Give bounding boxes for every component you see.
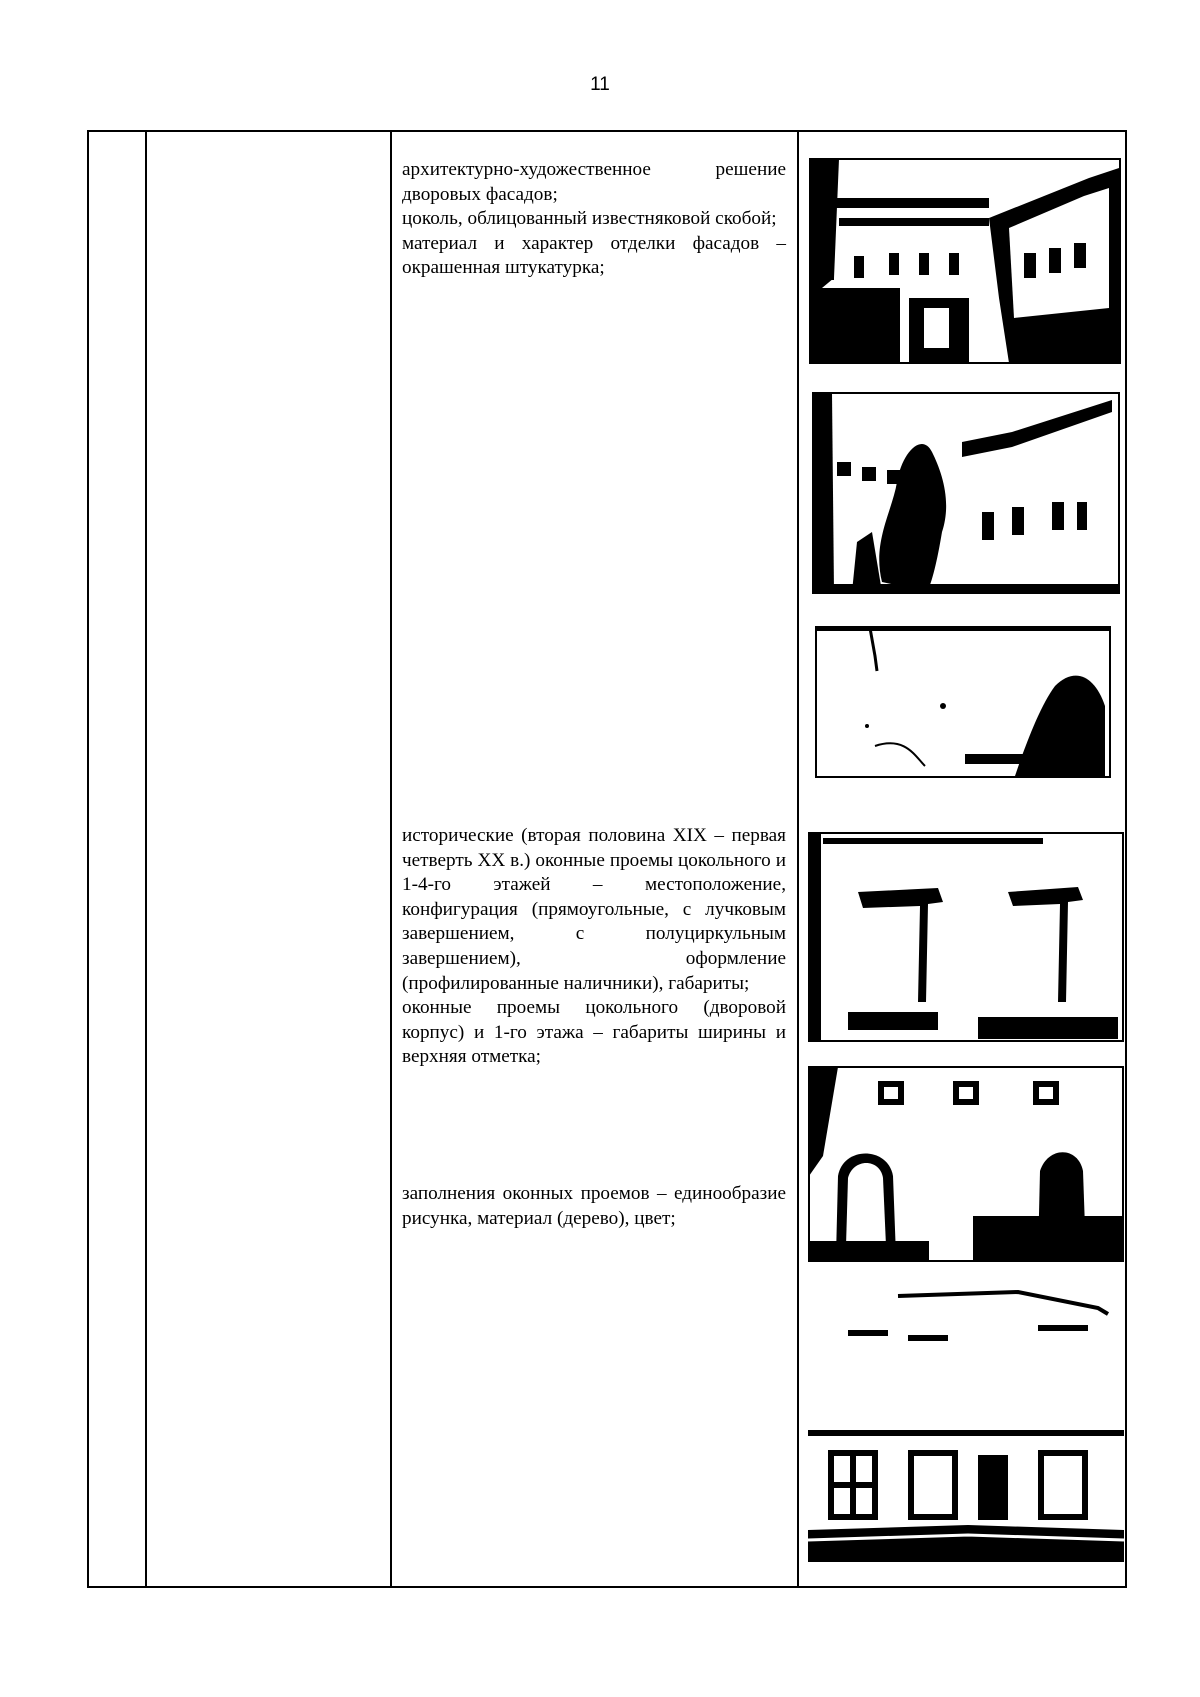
paragraph: материал и характер отделки фасадов – окрашенная штукатурка; <box>402 232 786 279</box>
table-border-right <box>1125 130 1127 1588</box>
table-border-left <box>87 130 89 1588</box>
table-column-divider <box>390 130 392 1588</box>
photo-faded-facade <box>815 626 1111 778</box>
photo-building-corner <box>808 1290 1124 1562</box>
table-border-top <box>87 130 1127 132</box>
table-column-divider <box>797 130 799 1588</box>
text-block-window-openings <box>402 824 786 1070</box>
photo-courtyard-facade <box>809 158 1121 364</box>
photo-courtyard-tree <box>812 392 1120 594</box>
paragraph: заполнения оконных проемов – единообразие рисунка, материал (дерево), цвет; <box>402 1183 786 1229</box>
paragraph: архитектурно-художественное решение дворовых фасадов; <box>402 159 786 205</box>
paragraph: исторические (вторая половина XIX – первая четверть XX в.) оконные проемы цокольного и 1-4-го этажей – местоположение, конфигурация (прямоугольные, с лучковым завершением, с полуциркульным завершением), оформление (профилированные наличники), габариты; <box>402 825 786 994</box>
photo-window-lintels <box>808 832 1124 1042</box>
table-column-divider <box>145 130 147 1588</box>
page-number: 11 <box>590 74 610 95</box>
text-block-facades <box>402 158 786 281</box>
photo-arched-windows <box>808 1066 1124 1262</box>
paragraph: оконные проемы цокольного (дворовой корпус) и 1-го этажа – габариты ширины и верхняя отметка; <box>402 997 786 1068</box>
paragraph: цоколь, облицованный известняковой скобой; <box>402 208 777 230</box>
table-border-bottom <box>87 1586 1127 1588</box>
text-block-window-fillings <box>402 1182 786 1231</box>
